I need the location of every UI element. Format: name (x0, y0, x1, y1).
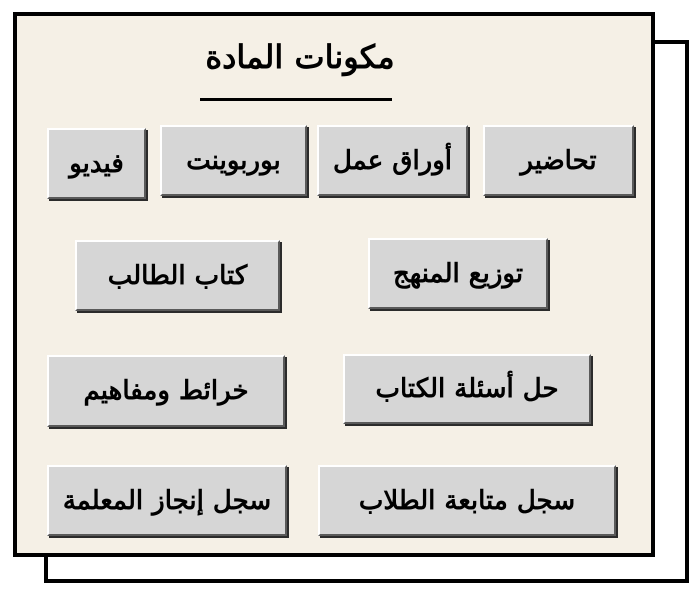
maps-concepts-button[interactable]: خرائط ومفاهيم (47, 355, 285, 427)
powerpoint-button[interactable]: بوربوينت (160, 125, 307, 196)
video-button[interactable]: فيديو (47, 128, 146, 199)
title-underline (200, 98, 392, 101)
student-tracking-record-button[interactable]: سجل متابعة الطلاب (318, 465, 616, 536)
lesson-plans-button[interactable]: تحاضير (483, 125, 634, 196)
worksheets-button[interactable]: أوراق عمل (317, 125, 468, 196)
teacher-achievement-record-button[interactable]: سجل إنجاز المعلمة (47, 465, 287, 536)
curriculum-distribution-button[interactable]: توزيع المنهج (368, 238, 548, 309)
page-title: مكونات المادة (205, 38, 395, 76)
book-answers-button[interactable]: حل أسئلة الكتاب (343, 354, 591, 424)
student-book-button[interactable]: كتاب الطالب (75, 240, 280, 311)
